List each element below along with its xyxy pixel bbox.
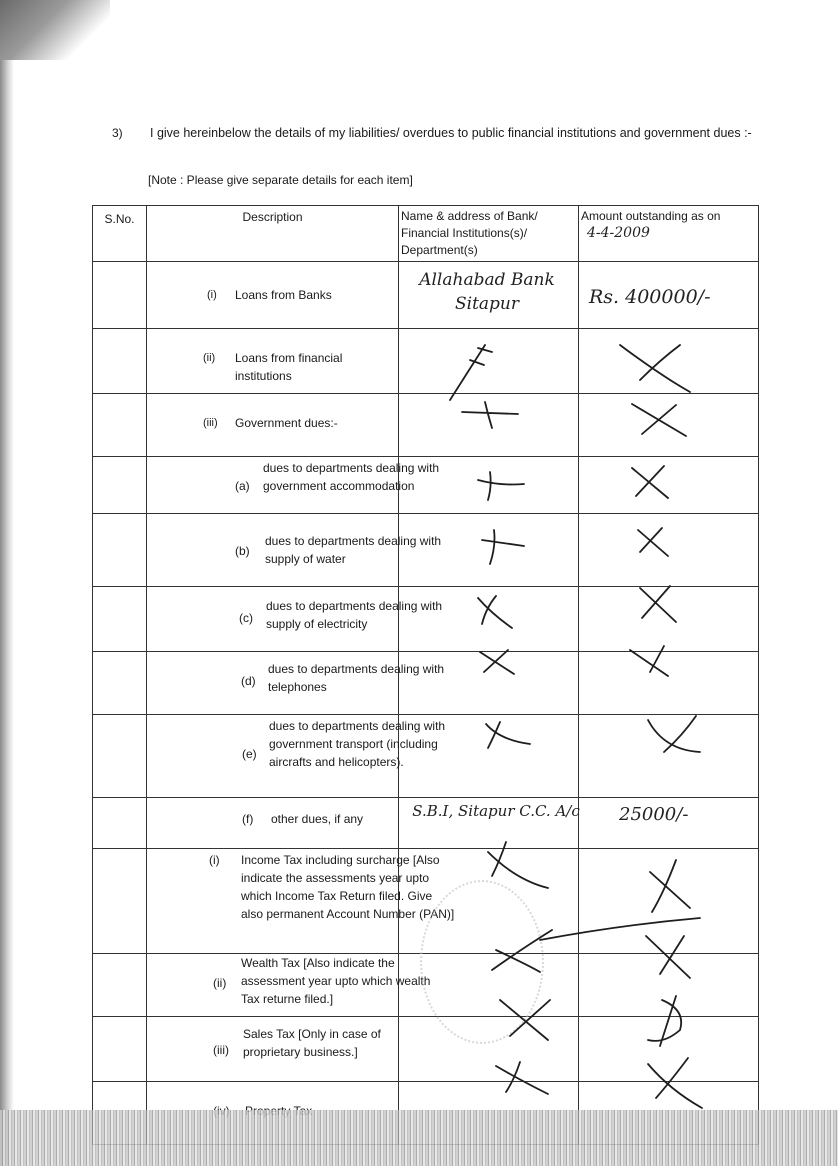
handwritten-bank-sbi: S.B.I, Sitapur C.C. A/c (412, 802, 580, 820)
row-label: Income Tax including surcharge [Also indicate the assessments year upto which Income Tax Return filed. Give also permanent Account Number (PAN)] (241, 853, 455, 921)
handwritten-amount: Rs. 400000/- (589, 286, 711, 308)
cross-mark-income-bank (488, 842, 548, 888)
row-label: dues to departments dealing with supply of water (265, 534, 442, 566)
cross-mark-amount-b (638, 528, 668, 556)
row-label: Government dues:- (235, 416, 338, 430)
cross-mark-wealth-amount (646, 936, 690, 978)
header-description: Description (147, 206, 399, 262)
row-number: (d) (241, 674, 256, 688)
cross-mark-wealth-bank (492, 918, 700, 972)
row-number: (f) (242, 812, 254, 826)
row-number: (c) (239, 611, 253, 625)
row-number: (iii) (203, 417, 218, 429)
row-number: (e) (242, 747, 257, 761)
cross-mark-bank-a (478, 472, 524, 500)
cross-mark-income-amount (650, 860, 690, 912)
cross-mark-bank-b (482, 530, 524, 564)
row-number: (a) (235, 479, 250, 493)
intro-text: I give hereinbelow the details of my liabilities/ overdues to public financial institutions and government dues :- (150, 126, 752, 140)
row-number: (i) (207, 289, 217, 301)
cross-mark-bank-iii (462, 402, 518, 428)
row-label: Loans from financial institutions (235, 351, 343, 383)
row-label: Sales Tax [Only in case of proprietary business.] (243, 1027, 381, 1059)
header-amount-date: 4-4-2009 (587, 225, 650, 241)
row-label: dues to departments dealing with government accommodation (263, 461, 440, 493)
row-number: (ii) (203, 352, 216, 364)
cross-mark-bank-c (478, 596, 512, 628)
row-label: other dues, if any (271, 812, 364, 826)
cross-mark-property-amount (648, 1058, 702, 1108)
cross-mark-bank-e (486, 722, 530, 748)
handwritten-bank: Allahabad Bank Sitapur (419, 270, 555, 314)
cross-mark-amount-a (632, 466, 668, 498)
cross-mark-amount-e (648, 716, 700, 752)
header-bank: Name & address of Bank/ Financial Institutions(s)/ Department(s) (399, 206, 579, 262)
cross-mark-sales-amount (648, 996, 681, 1046)
row-label: Wealth Tax [Also indicate the assessment year upto which wealth Tax returne filed.] (241, 956, 431, 1006)
cross-mark-property-bank (496, 1062, 548, 1094)
header-sno: S.No. (93, 206, 147, 262)
row-number: (b) (235, 544, 250, 558)
cross-mark-amount-ii (620, 345, 690, 392)
cross-mark-bank-ii (450, 345, 492, 400)
row-number: (iii) (213, 1043, 229, 1057)
cross-mark-bank-d (480, 650, 514, 674)
cross-mark-amount-iii (632, 404, 686, 436)
scan-bottom-noise (0, 1110, 838, 1166)
row-number: (i) (209, 853, 220, 867)
section-number: 3) (112, 126, 123, 140)
cross-mark-amount-c (640, 586, 676, 622)
note-text: [Note : Please give separate details for each item] (148, 173, 413, 187)
row-label: dues to departments dealing with supply of electricity (266, 599, 443, 631)
row-number: (ii) (213, 976, 227, 990)
cross-mark-amount-d (630, 646, 668, 676)
row-label: dues to departments dealing with telephones (268, 662, 445, 694)
header-amount-label: Amount outstanding as on (581, 209, 721, 223)
cross-mark-sales-bank (500, 1000, 550, 1040)
row-label: dues to departments dealing with government transport (including aircrafts and helicopters). (269, 719, 446, 769)
row-label: Loans from Banks (235, 288, 332, 302)
handwritten-amount-sbi: 25000/- (619, 804, 689, 825)
